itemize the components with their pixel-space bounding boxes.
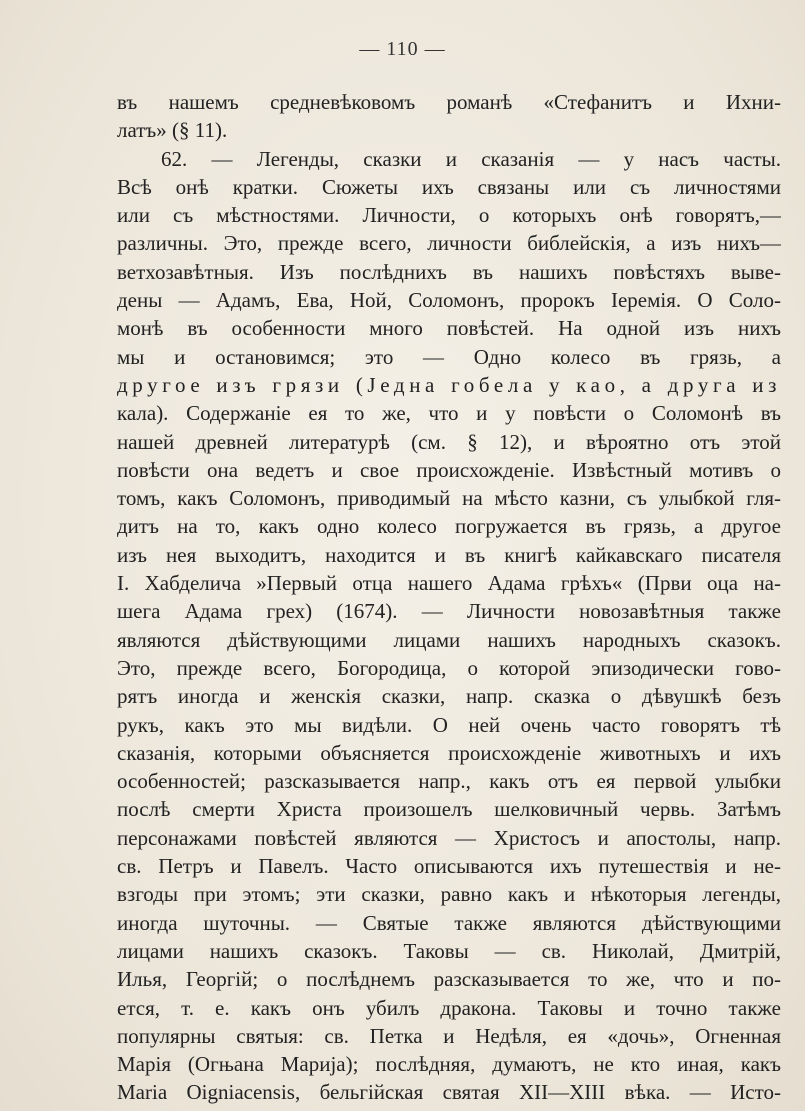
text-line: иногда шуточны. — Святые также являются дѣйствующими	[117, 910, 781, 935]
text-line: послѣ смерти Христа произошелъ шелковичный червь. Затѣмъ	[117, 797, 781, 822]
text-line: повѣсти она ведетъ и свое происхожденіе. Извѣстный мотивъ о	[117, 457, 781, 482]
text-line: Всѣ онѣ кратки. Сюжеты ихъ связаны или съ личностями	[117, 174, 781, 199]
text-line: рукъ, какъ это мы видѣли. О ней очень часто говорятъ тѣ	[117, 712, 781, 737]
text-line: ветхозавѣтныя. Изъ послѣднихъ въ нашихъ повѣстяхъ выве-	[117, 259, 781, 284]
text-line: лицами нашихъ сказокъ. Таковы — св. Николай, Дмитрій,	[117, 938, 781, 963]
text-line: изъ нея выходитъ, находится и въ книгѣ кайкавскаго писателя	[117, 542, 781, 567]
text-line: другое изъ грязи (Једна гобела у као, а друга из	[117, 372, 781, 397]
text-line: взгоды при этомъ; эти сказки, равно какъ и нѣкоторыя легенды,	[117, 882, 781, 907]
text-line: или съ мѣстностями. Личности, о которыхъ онѣ говорятъ,—	[117, 203, 781, 228]
text-line: шега Адама грех) (1674). — Личности новозавѣтныя также	[117, 599, 781, 624]
text-line: дены — Адамъ, Ева, Ной, Соломонъ, пророкъ Іеремія. О Соло-	[117, 288, 781, 313]
paragraph-start-line: 62. — Легенды, сказки и сказанія — у насъ часты.	[161, 146, 781, 171]
text-line: персонажами повѣстей являются — Христосъ и апостолы, напр.	[117, 825, 781, 850]
text-line: мы и остановимся; это — Одно колесо въ грязь, а	[117, 344, 781, 369]
text-line: св. Петръ и Павелъ. Часто описываются ихъ путешествія и не-	[117, 854, 781, 879]
text-line: ется, т. е. какъ онъ убилъ дракона. Таковы и точно также	[117, 995, 781, 1020]
text-line: популярны святыя: св. Петка и Недѣля, ея «дочь», Огненная	[117, 1023, 781, 1048]
text-line: дитъ на то, какъ одно колесо погружается въ грязь, а другое	[117, 514, 781, 539]
text-line: Марія (Огњана Марија); послѣдняя, думаютъ, не кто иная, какъ	[117, 1052, 781, 1077]
text-line: въ нашемъ средневѣковомъ романѣ «Стефанитъ и Ихни-	[117, 90, 781, 114]
text-line: монѣ въ особенности много повѣстей. На одной изъ нихъ	[117, 316, 781, 341]
text-line: рятъ иногда и женскія сказки, напр. сказка о дѣвушкѣ безъ	[117, 684, 781, 709]
text-line: особенностей; разсказывается напр., какъ отъ ея первой улыбки	[117, 769, 781, 794]
text-line: томъ, какъ Соломонъ, приводимый на мѣсто казни, съ улыбкой гля-	[117, 486, 781, 511]
text-line: латъ» (§ 11).	[117, 118, 228, 143]
text-line: являются дѣйствующими лицами нашихъ народныхъ сказокъ.	[117, 627, 781, 652]
text-line: І. Хабделича »Первый отца нашего Адама грѣхъ« (Први оца на-	[117, 571, 781, 596]
text-line: кала). Содержаніе ея то же, что и у повѣсти о Соломонѣ въ	[117, 401, 781, 426]
text-line: различны. Это, прежде всего, личности библейскія, а изъ нихъ—	[117, 231, 781, 256]
text-line: Это, прежде всего, Богородица, о которой эпизодически гово-	[117, 655, 781, 680]
text-line: нашей древней литературѣ (см. § 12), и вѣроятно отъ этой	[117, 429, 781, 454]
text-line: Илья, Георгій; о послѣднемъ разсказывается то же, что и по-	[117, 967, 781, 992]
text-line: сказанія, которыми объясняется происхожденіе животныхъ и ихъ	[117, 740, 781, 765]
page-number: — 110 —	[359, 38, 446, 60]
body-text	[117, 88, 781, 1107]
text-line: Maria Oigniacensis, бельгійская святая XII—XIII вѣка. — Исто-	[117, 1080, 781, 1105]
